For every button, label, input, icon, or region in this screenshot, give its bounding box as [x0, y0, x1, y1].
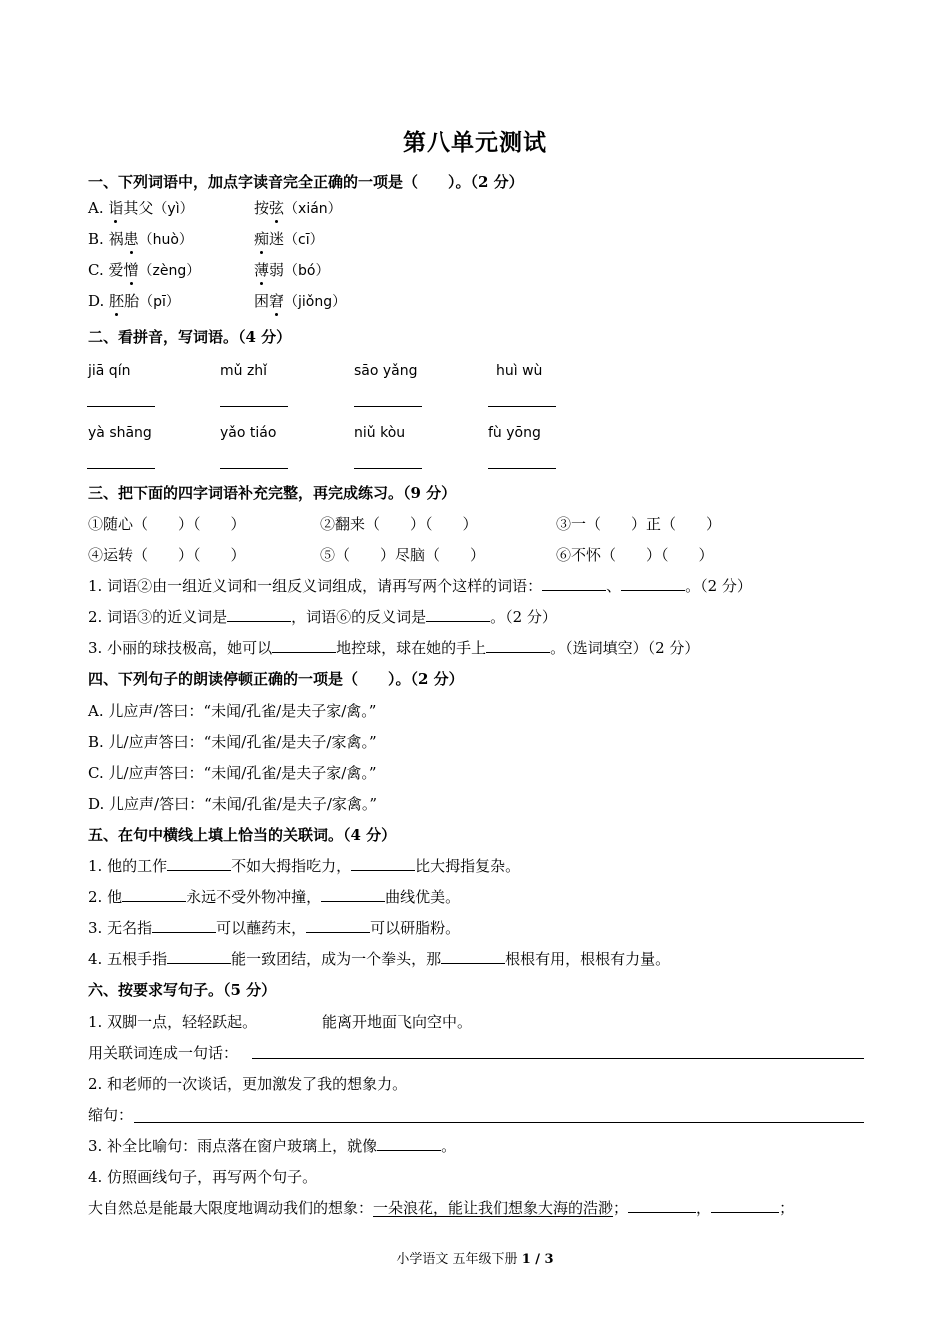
s6-question-3: 3. 补全比喻句：雨点落在窗户玻璃上，就像 。: [88, 1137, 457, 1155]
section-4-heading: 四、下列句子的朗读停顿正确的一项是（ ）。（2 分）: [88, 670, 464, 688]
s6-q1-prompt: 用关联词连成一句话：: [88, 1044, 239, 1062]
answer-blank[interactable]: [227, 607, 291, 622]
s4-option-b: B. 儿/应声答曰：“未闻/孔雀/是夫子/家禽。”: [88, 733, 377, 751]
s1-option-a: A. 诣其父（yì）: [88, 199, 194, 217]
answer-line[interactable]: [220, 468, 288, 469]
pinyin-item: huì wù: [496, 363, 543, 379]
s3-question-1: 1. 词语②由一组近义词和一组反义词组成，请再写两个这样的词语： 、 。（2 分）: [88, 577, 752, 595]
answer-line[interactable]: [354, 468, 422, 469]
idiom-item: ③一（ ）正（ ）: [556, 515, 722, 533]
dotted-char: 薄: [254, 261, 270, 279]
pinyin-item: yà shāng: [88, 425, 152, 441]
answer-blank[interactable]: [711, 1198, 779, 1213]
dotted-char: 弦: [269, 199, 285, 217]
answer-line[interactable]: [488, 406, 556, 407]
idiom-item: ⑥不怀（ ）（ ）: [556, 546, 714, 564]
answer-blank[interactable]: [167, 949, 231, 964]
s1-option-c: C. 爱憎（zèng）: [88, 261, 201, 279]
answer-blank[interactable]: [542, 576, 606, 591]
answer-line[interactable]: [87, 406, 155, 407]
section-6-heading: 六、按要求写句子。（5 分）: [88, 981, 277, 999]
footer-subject: 小学语文 五年级下册: [396, 1252, 522, 1267]
answer-blank[interactable]: [152, 918, 216, 933]
s4-option-d: D. 儿应声/答曰：“未闻/孔雀/是夫子/家禽。”: [88, 795, 378, 813]
answer-blank[interactable]: [426, 607, 490, 622]
pinyin-item: niǔ kòu: [354, 425, 406, 441]
answer-line[interactable]: [354, 406, 422, 407]
section-3-heading: 三、把下面的四字词语补充完整，再完成练习。（9 分）: [88, 484, 457, 502]
answer-blank[interactable]: [377, 1136, 441, 1151]
idiom-item: ①随心（ ）（ ）: [88, 515, 246, 533]
s1-option-c-word2: 薄弱（bó）: [254, 261, 330, 279]
pinyin-item: jiā qín: [88, 363, 131, 379]
dotted-char: 患: [123, 230, 139, 248]
section-1-heading: 一、下列词语中，加点字读音完全正确的一项是（ ）。（2 分）: [88, 173, 524, 191]
s4-option-c: C. 儿/应声答曰：“未闻/孔雀/是夫子家/禽。”: [88, 764, 377, 782]
pinyin-item: mǔ zhǐ: [220, 363, 268, 379]
s4-option-a: A. 儿应声/答曰：“未闻/孔雀/是夫子家/禽。”: [88, 702, 377, 720]
pinyin-item: fù yōng: [488, 425, 541, 441]
section-5-heading: 五、在句中横线上填上恰当的关联词。（4 分）: [88, 826, 397, 844]
s1-option-a-word2: 按弦（xián）: [254, 199, 342, 217]
idiom-item: ④运转（ ）（ ）: [88, 546, 246, 564]
underlined-sentence: 一朵浪花，能让我们想象大海的浩渺: [373, 1199, 614, 1217]
s5-question-2: 2. 他 永远不受外物冲撞， 曲线优美。: [88, 888, 461, 906]
answer-blank[interactable]: [167, 856, 231, 871]
s6-q2-prompt: 缩句：: [88, 1106, 134, 1124]
dotted-char: 胚: [109, 292, 125, 310]
answer-blank[interactable]: [306, 918, 370, 933]
s1-option-b: B. 祸患（huò）: [88, 230, 193, 248]
pinyin-item: yǎo tiáo: [220, 425, 277, 441]
s1-option-b-word2: 痴迷（cī）: [254, 230, 324, 248]
page-number: 1 / 3: [521, 1252, 554, 1267]
s6-question-4: 4. 仿照画线句子，再写两个句子。: [88, 1168, 318, 1186]
answer-blank[interactable]: [122, 887, 186, 902]
s6-question-2: 2. 和老师的一次谈话，更加激发了我的想象力。: [88, 1075, 408, 1093]
answer-blank[interactable]: [351, 856, 415, 871]
s5-question-1: 1. 他的工作 不如大拇指吃力， 比大拇指复杂。: [88, 857, 521, 875]
dotted-char: 憎: [123, 261, 139, 279]
dotted-char: 痴: [254, 230, 270, 248]
s1-option-d: D. 胚胎（pī）: [88, 292, 180, 310]
idiom-item: ⑤（ ）尽脑（ ）: [320, 546, 486, 564]
answer-line[interactable]: [87, 468, 155, 469]
answer-line[interactable]: [488, 468, 556, 469]
answer-blank[interactable]: [272, 638, 336, 653]
s5-question-3: 3. 无名指 可以蘸药末， 可以研脂粉。: [88, 919, 461, 937]
section-2-heading: 二、看拼音，写词语。（4 分）: [88, 328, 292, 346]
s6-q4-sentence: 大自然总是能最大限度地调动我们的想象：一朵浪花，能让我们想象大海的浩渺； ， ；: [88, 1199, 795, 1217]
answer-blank[interactable]: [628, 1198, 696, 1213]
answer-blank[interactable]: [621, 576, 685, 591]
s6-question-1: 1. 双脚一点，轻轻跃起。: [88, 1013, 258, 1031]
s5-question-4: 4. 五根手指 能一致团结，成为一个拳头，那 根根有用，根根有力量。: [88, 950, 671, 968]
idiom-item: ②翻来（ ）（ ）: [320, 515, 478, 533]
answer-blank[interactable]: [321, 887, 385, 902]
s6-question-1-part2: 能离开地面飞向空中。: [322, 1013, 473, 1031]
dotted-char: 窘: [269, 292, 285, 310]
s1-option-d-word2: 困窘（jiǒng）: [254, 292, 347, 310]
answer-blank[interactable]: [441, 949, 505, 964]
pinyin-item: sāo yǎng: [354, 363, 418, 379]
answer-line[interactable]: [134, 1122, 864, 1123]
answer-blank[interactable]: [486, 638, 550, 653]
s3-question-3: 3. 小丽的球技极高，她可以 地控球，球在她的手上 。（选词填空）（2 分）: [88, 639, 700, 657]
dotted-char: 诣: [108, 199, 124, 217]
page-footer: [0, 1248, 950, 1267]
answer-line[interactable]: [252, 1058, 864, 1059]
answer-line[interactable]: [220, 406, 288, 407]
page-title: 第八单元测试: [403, 129, 547, 156]
s3-question-2: 2. 词语③的近义词是 ，词语⑥的反义词是 。（2 分）: [88, 608, 557, 626]
